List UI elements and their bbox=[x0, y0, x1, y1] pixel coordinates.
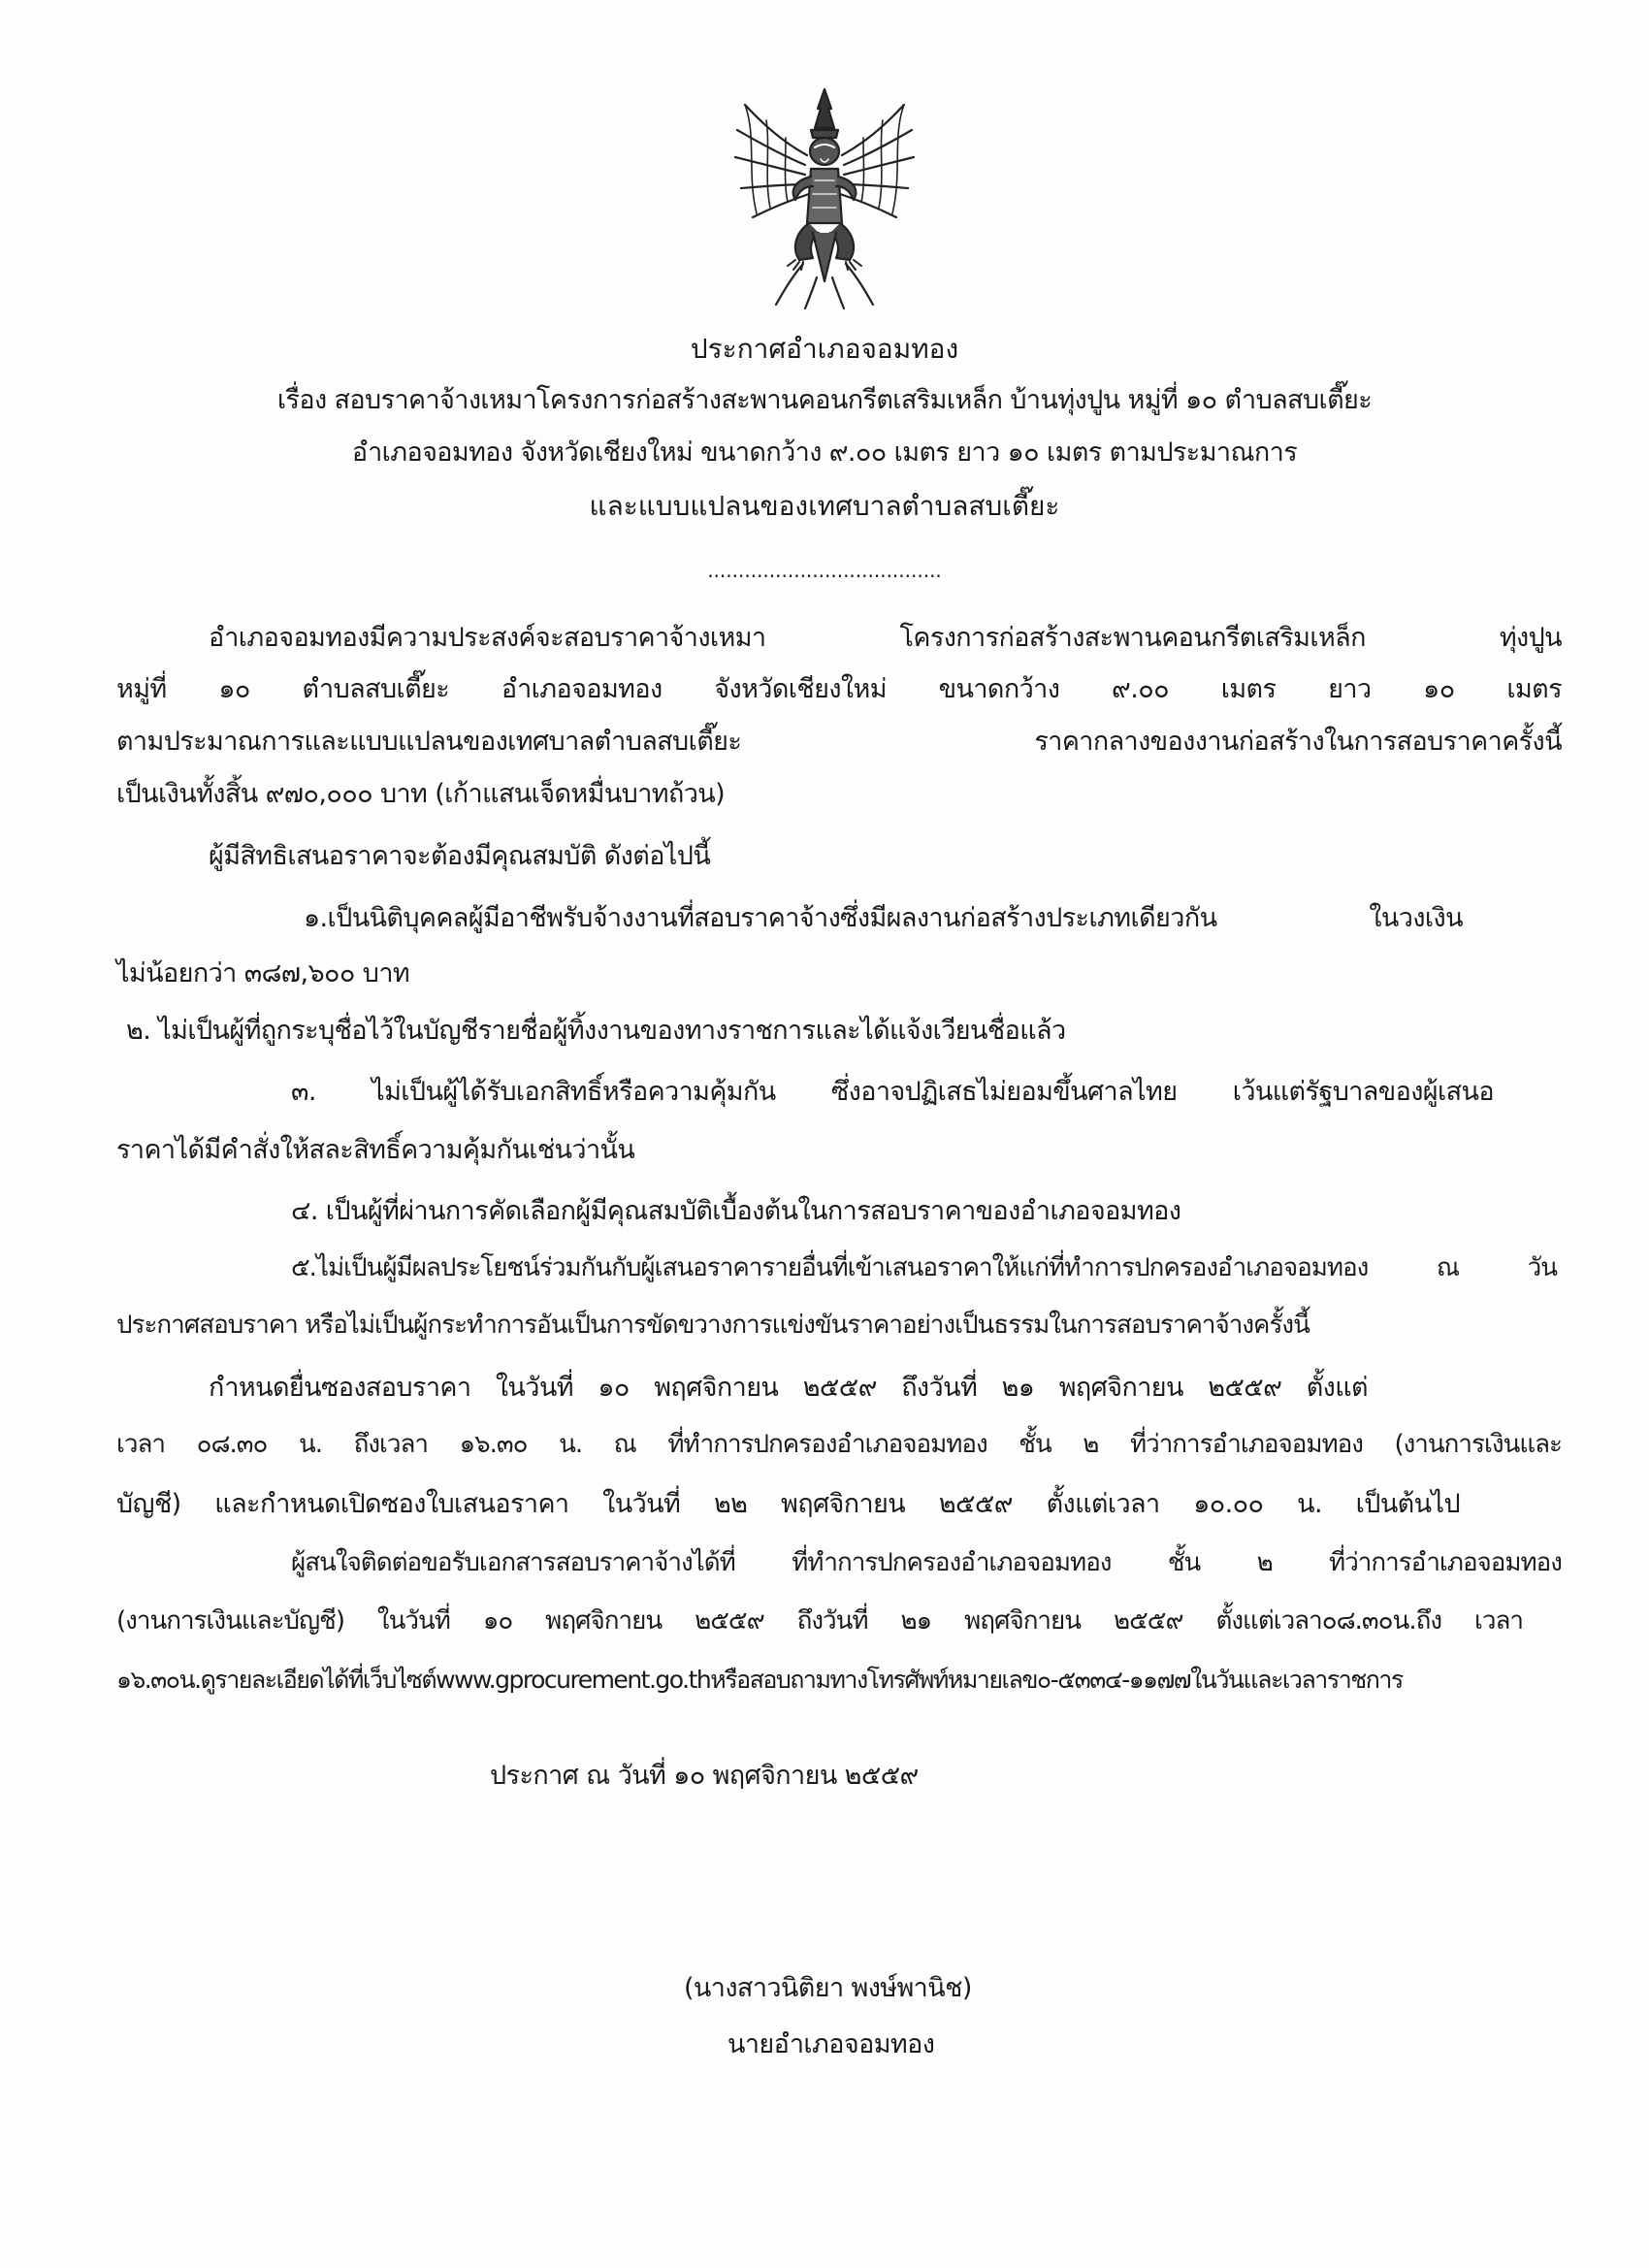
separator-dots: ...................................... bbox=[707, 559, 942, 582]
paragraph-1-line-2: หมู่ที่ ๑๐ ตำบลสบเตี๊ยะ อำเภอจอมทอง จังหวัดเชียงใหม่ ขนาดกว้าง ๙.๐๐ เมตร ยาว ๑๐ เมตร bbox=[116, 674, 1562, 704]
paragraph-1-line-4: เป็นเงินทั้งสิ้น ๙๗๐,๐๐๐ บาท (เก้าแสนเจ็ดหมื่นบาทถ้วน) bbox=[116, 779, 726, 809]
deadline-line-1: กำหนดยื่นซองสอบราคา ในวันที่ ๑๐ พฤศจิกายน ๒๕๕๙ ถึงวันที่ ๒๑ พฤศจิกายน ๒๕๕๙ ตั้งแต่ bbox=[209, 1373, 1368, 1403]
subject-line-1: เรื่อง สอบราคาจ้างเหมาโครงการก่อสร้างสะพานคอนกรีตเสริมเหล็ก บ้านทุ่งปูน หมู่ที่ ๑๐ ตำบลสบเตี๊ยะ bbox=[276, 385, 1373, 415]
subject-line-2: อำเภอจอมทอง จังหวัดเชียงใหม่ ขนาดกว้าง ๙.๐๐ เมตร ยาว ๑๐ เมตร ตามประมาณการ bbox=[351, 437, 1298, 468]
document-title: ประกาศอำเภอจอมทอง bbox=[690, 333, 959, 365]
qualification-1-line-1: ๑.เป็นนิติบุคคลผู้มีอาชีพรับจ้างงานที่สอบราคาจ้างซึ่งมีผลงานก่อสร้างประเภทเดียวกัน ในวงเงิน bbox=[304, 903, 1463, 933]
deadline-line-3: บัญชี) และกำหนดเปิดซองใบเสนอราคา ในวันที่ ๒๒ พฤศจิกายน ๒๕๕๙ ตั้งแต่เวลา ๑๐.๐๐ น. เป็นต้นไป bbox=[116, 1489, 1460, 1519]
announcement-date: ประกาศ ณ วันที่ ๑๐ พฤศจิกายน ๒๕๕๙ bbox=[490, 1761, 919, 1791]
subject-line-3: และแบบแปลนของเทศบาลตำบลสบเตี๊ยะ bbox=[589, 490, 1060, 522]
qualification-1-line-2: ไม่น้อยกว่า ๓๘๗,๖๐๐ บาท bbox=[116, 958, 410, 988]
paragraph-1-line-1: อำเภอจอมทองมีความประสงค์จะสอบราคาจ้างเหมา โครงการก่อสร้างสะพานคอนกรีตเสริมเหล็ก ทุ่งปูน bbox=[209, 623, 1562, 653]
paragraph-1-line-3: ตามประมาณการและแบบแปลนของเทศบาลตำบลสบเตี๊ยะ ราคากลางของงานก่อสร้างในการสอบราคาครั้งนี้ bbox=[116, 727, 1562, 757]
contact-line-2: (งานการเงินและบัญชี) ในวันที่ ๑๐ พฤศจิกายน ๒๕๕๙ ถึงวันที่ ๒๑ พฤศจิกายน ๒๕๕๙ ตั้งแต่เวลา๐๘.๓๐น.ถึง เวลา bbox=[116, 1606, 1523, 1636]
qualification-4: ๔. เป็นผู้ที่ผ่านการคัดเลือกผู้มีคุณสมบัติเบื้องต้นในการสอบราคาของอำเภอจอมทอง bbox=[291, 1196, 1181, 1226]
contact-line-1: ผู้สนใจติดต่อขอรับเอกสารสอบราคาจ้างได้ที่ ที่ทำการปกครองอำเภอจอมทอง ชั้น ๒ ที่ว่าการอำเภอจอมทอง bbox=[291, 1548, 1562, 1577]
signatory-name: (นางสาวนิติยา พงษ์พานิช) bbox=[684, 1973, 972, 2003]
signatory-title: นายอำเภอจอมทอง bbox=[728, 2029, 935, 2059]
qualification-5-line-1: ๕.ไม่เป็นผู้มีผลประโยชน์ร่วมกันกับผู้เสนอราคารายอื่นที่เข้าเสนอราคาให้แก่ที่ทำการปกครองอำเภอจอมทอง ณ วัน bbox=[291, 1253, 1557, 1282]
qualification-3-line-2: ราคาได้มีคำสั่งให้สละสิทธิ์ความคุ้มกันเช่นว่านั้น bbox=[116, 1135, 635, 1165]
qualification-3-line-1: ๓. ไม่เป็นผู้ได้รับเอกสิทธิ์หรือความคุ้มกัน ซึ่งอาจปฏิเสธไม่ยอมขึ้นศาลไทย เว้นแต่รัฐบาลของผู้เสนอ bbox=[291, 1077, 1494, 1107]
garuda-emblem-icon bbox=[728, 87, 922, 310]
qualifications-intro: ผู้มีสิทธิเสนอราคาจะต้องมีคุณสมบัติ ดังต่อไปนี้ bbox=[209, 841, 711, 871]
contact-line-3: ๑๖.๓๐น.ดูรายละเอียดได้ที่เว็บไซต์www.gprocurement.go.thหรือสอบถามทางโทรศัพท์หมายเลข๐-๕๓๓๔-๑๑๗๗ในวันและเวลาราชการ bbox=[116, 1666, 1403, 1694]
deadline-line-2: เวลา ๐๘.๓๐ น. ถึงเวลา ๑๖.๓๐ น. ณ ที่ทำการปกครองอำเภอจอมทอง ชั้น ๒ ที่ว่าการอำเภอจอมทอง (งานการเงินและ bbox=[116, 1430, 1562, 1459]
qualification-2: ๒. ไม่เป็นผู้ที่ถูกระบุชื่อไว้ในบัญชีรายชื่อผู้ทิ้งงานของทางราชการและได้แจ้งเวียนชื่อแล้ว bbox=[126, 1016, 1066, 1046]
qualification-5-line-2: ประกาศสอบราคา หรือไม่เป็นผู้กระทำการอันเป็นการขัดขวางการแข่งขันราคาอย่างเป็นธรรมในการสอบราคาจ้างครั้งนี้ bbox=[116, 1311, 1310, 1340]
